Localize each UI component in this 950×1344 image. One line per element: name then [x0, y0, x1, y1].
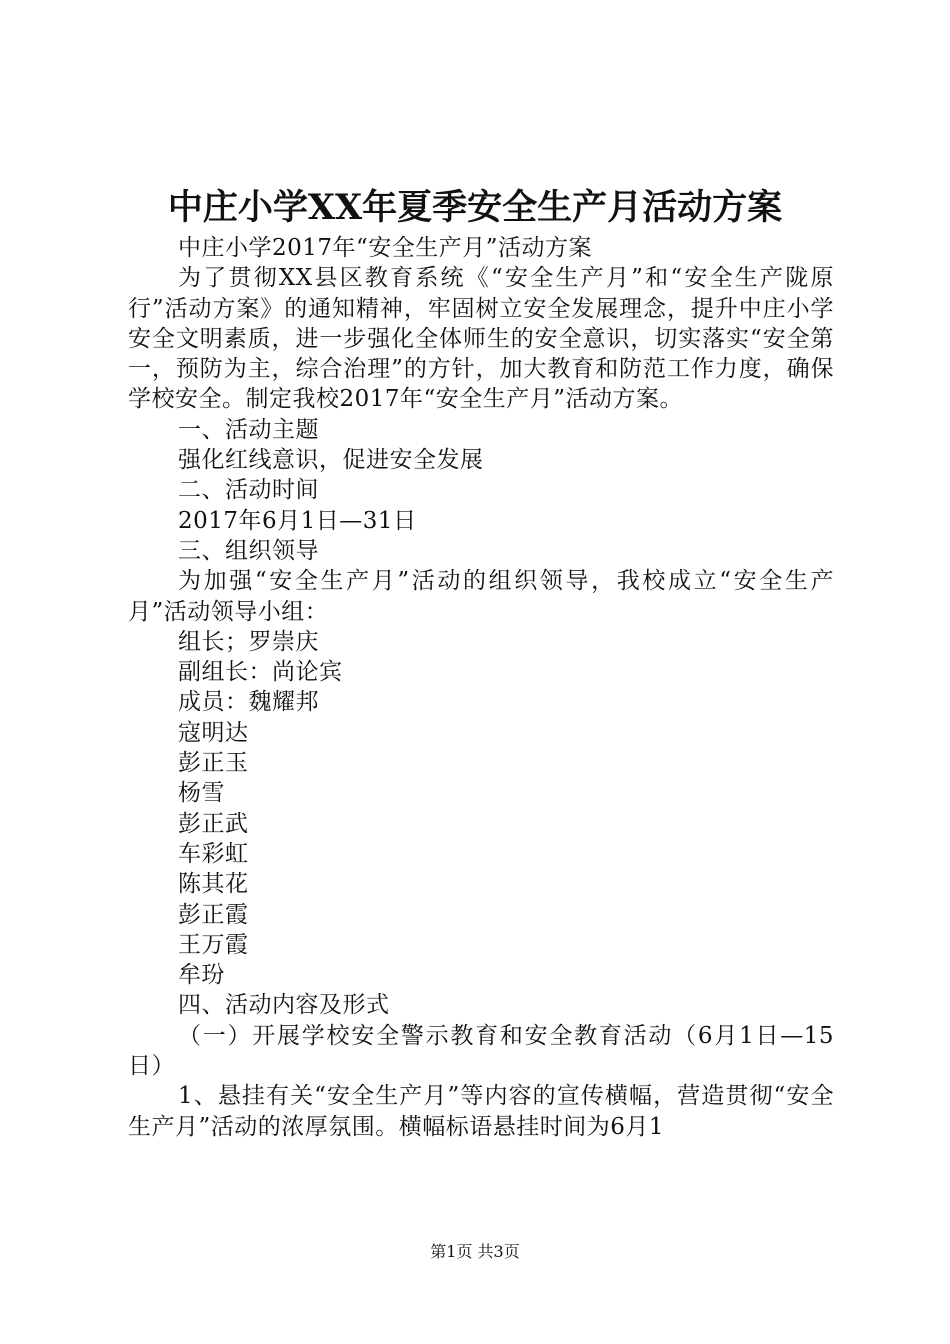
paragraph-intro: 为了贯彻XX县区教育系统《“安全生产月”和“安全生产陇原行”活动方案》的通知精神，牢固树立安全发展理念，提升中庄小学安全文明素质，进一步强化全体师生的安全意识，切实落实“安全第一，预防为主，综合治理”的方针，加大教育和防范工作力度，确保学校安全。制定我校2017年“安全生产月”活动方案。 [128, 265, 834, 413]
section-heading-time: 二、活动时间 [178, 477, 319, 504]
list-item-member: 寇明达 [178, 719, 249, 746]
paragraph-leadership: 为加强“安全生产月”活动的组织领导，我校成立“安全生产月”活动领导小组： [128, 568, 834, 625]
document-body [128, 233, 834, 1142]
paragraph-theme: 强化红线意识，促进安全发展 [178, 447, 484, 474]
section-heading-leadership: 三、组织领导 [178, 537, 319, 564]
paragraph-banner: 1、悬挂有关“安全生产月”等内容的宣传横幅，营造贯彻“安全生产月”活动的浓厚氛围。横幅标语悬挂时间为6月1 [128, 1083, 834, 1140]
list-item-member: 王万霞 [178, 931, 249, 958]
list-item-leader: 组长；罗崇庆 [178, 628, 319, 655]
page-number: 第1页 共3页 [430, 1242, 520, 1261]
list-item-member: 彭正玉 [178, 750, 249, 777]
section-heading-content: 四、活动内容及形式 [178, 992, 390, 1019]
list-item-member: 彭正武 [178, 810, 249, 837]
list-item-member: 车彩虹 [178, 840, 249, 867]
list-item-deputy: 副组长：尚论宾 [178, 659, 343, 686]
paragraph-time: 2017年6月1日—31日 [178, 507, 417, 534]
list-item-member: 牟玢 [178, 962, 225, 989]
paragraph-subtitle: 中庄小学2017年“安全生产月”活动方案 [178, 235, 593, 261]
list-item-member: 彭正霞 [178, 901, 249, 928]
section-heading-theme: 一、活动主题 [178, 416, 319, 443]
list-item-member: 成员：魏耀邦 [178, 689, 319, 716]
list-item-member: 杨雪 [178, 780, 225, 807]
document-title: 中庄小学XX年夏季安全生产月活动方案 [167, 187, 783, 228]
subsection-heading-education: （一）开展学校安全警示教育和安全教育活动（6月1日—15日） [128, 1022, 834, 1080]
list-item-member: 陈其花 [178, 871, 249, 898]
